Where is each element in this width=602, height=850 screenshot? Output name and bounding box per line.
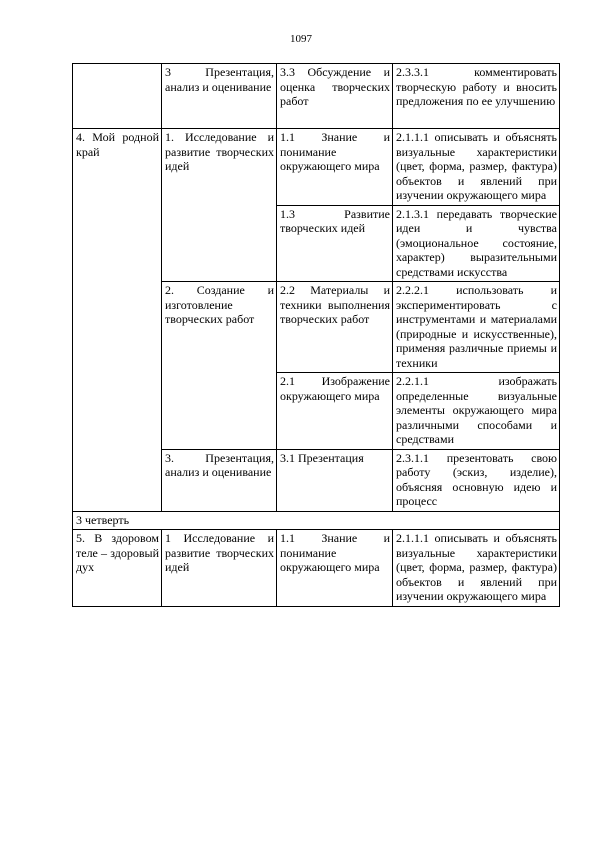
objective-cell: 2.2.2.1 использовать и экспериментировать с инструментами и материалами (природные и искусственные), применяя различные приемы и техники (393, 282, 560, 373)
topic-cell: 4. Мой родной край (73, 129, 162, 512)
quarter-label: 3 четверть (73, 511, 560, 530)
subsection-cell: 1 Исследование и развитие творческих идей (162, 530, 277, 607)
quarter-row (73, 511, 560, 530)
page-number: 1097 (290, 33, 312, 45)
goal-cell: 2.1 Изображение окружающего мира (277, 373, 393, 450)
goal-cell: 1.1 Знание и понимание окружающего мира (277, 129, 393, 206)
subsection-cell: 2. Создание и изготовление творческих работ (162, 282, 277, 450)
subsection-cell: 3 Презентация, анализ и оценивание (162, 64, 277, 129)
goal-cell: 3.3 Обсуждение и оценка творческих работ (277, 64, 393, 129)
objective-cell: 2.3.3.1 комментировать творческую работу и вносить предложения по ее улучшению (393, 64, 560, 129)
objective-cell: 2.3.1.1 презентовать свою работу (эскиз, изделие), объясняя основную идею и процесс (393, 449, 560, 511)
goal-cell: 2.2 Материалы и техники выполнения творческих работ (277, 282, 393, 373)
subsection-cell: 3. Презентация, анализ и оценивание (162, 449, 277, 511)
table-row (73, 530, 560, 607)
topic-cell-empty (73, 64, 162, 129)
objective-cell: 2.1.3.1 передавать творческие идеи и чувства (эмоциональное состояние, характер) выразительными средствами искусства (393, 205, 560, 282)
topic-cell: 5. В здоровом теле – здоровый дух (73, 530, 162, 607)
objective-cell: 2.1.1.1 описывать и объяснять визуальные характеристики (цвет, форма, размер, фактура) объектов и явлений при изучении окружающего мира (393, 530, 560, 607)
objective-cell: 2.1.1.1 описывать и объяснять визуальные характеристики (цвет, форма, размер, фактура) объектов и явлений при изучении окружающего мира (393, 129, 560, 206)
objective-cell: 2.2.1.1 изображать определенные визуальные элементы окружающего мира различными способами и средствами (393, 373, 560, 450)
table-row (73, 64, 560, 129)
subsection-cell: 1. Исследование и развитие творческих идей (162, 129, 277, 282)
table-row (73, 129, 560, 206)
goal-cell: 1.3 Развитие творческих идей (277, 205, 393, 282)
goal-cell: 3.1 Презентация (277, 449, 393, 511)
goal-cell: 1.1 Знание и понимание окружающего мира (277, 530, 393, 607)
curriculum-table (72, 63, 560, 607)
